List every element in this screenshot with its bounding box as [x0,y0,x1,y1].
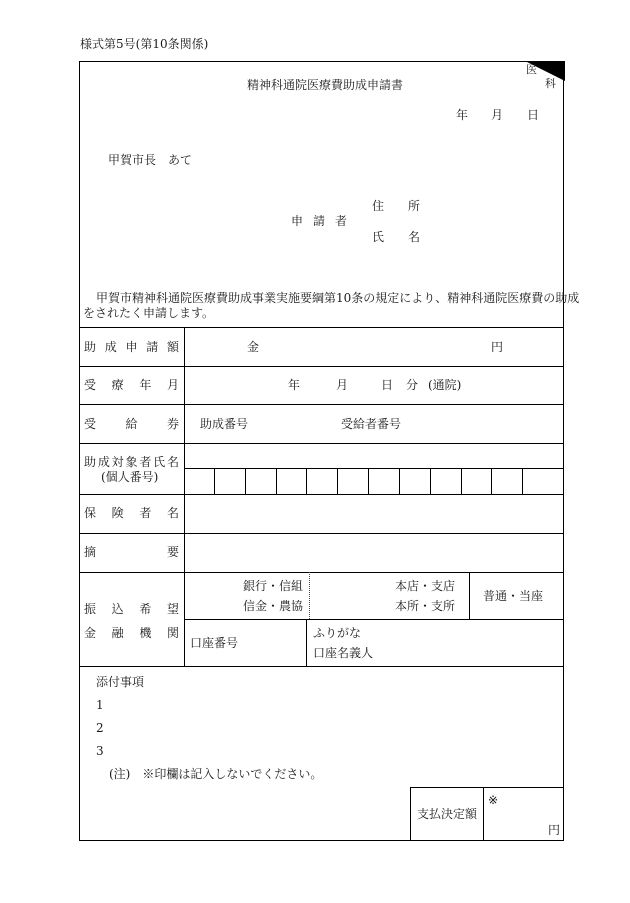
rule [184,619,564,620]
number-box-divider [430,468,431,494]
rule [79,533,564,534]
number-box-divider [306,468,307,494]
amount-prefix: 金 [247,340,260,354]
rule [79,404,564,405]
payment-box-left [410,787,411,841]
bank-label-line-2: 金 融 機 関 [84,626,179,640]
rule [79,666,564,667]
date-year-label[interactable]: 年 [456,108,469,122]
account-type: 普通・当座 [483,589,544,603]
bank-dotted-divider [309,572,310,619]
branch-type-line-1: 本店・支店 [395,579,456,593]
treatment-label: 受 療 年 月 [84,378,179,392]
date-month-label[interactable]: 月 [491,108,504,122]
rule [79,366,564,367]
statement-line-1: 甲賀市精神科通院医療費助成事業実施要綱第10条の規定により、精神科通院医療費の助成 [96,291,580,305]
subject-sublabel: (個人番号) [101,470,159,484]
treatment-day: 日 [381,378,394,392]
number-box-divider [491,468,492,494]
treatment-visit: (通院) [428,378,462,392]
applicant-label: 申 請 者 [291,214,347,228]
number-box-divider [399,468,400,494]
statement-line-2: をされたく申請します。 [83,306,215,320]
account-number-label: 口座番号 [190,636,239,650]
furigana-label: ふりがな [313,626,362,640]
payment-box-divider [483,787,484,841]
payment-unit: 円 [548,823,561,837]
label-column-divider [184,327,185,666]
certificate-label: 受 給 券 [84,417,179,431]
rule [79,327,564,328]
bank-type-line-2: 信金・農協 [243,599,304,613]
branch-type-line-2: 本所・支所 [395,599,456,613]
payment-mark: ※ [488,793,499,807]
applicant-name-label[interactable]: 氏 名 [372,230,420,244]
number-box-divider [245,468,246,494]
bank-type-line-1: 銀行・信組 [243,579,304,593]
footnote: (注) ※印欄は記入しないでください。 [109,767,323,781]
rule [79,494,564,495]
treatment-count: 分 [406,378,419,392]
number-box-divider [337,468,338,494]
rule [184,468,564,469]
attachment-item-2: 2 [96,721,104,735]
treatment-year: 年 [288,378,301,392]
insurer-label: 保 険 者 名 [84,506,179,520]
attachments-heading: 添付事項 [96,675,145,689]
amount-label: 助 成 申 請 額 [84,340,179,354]
number-box-divider [368,468,369,494]
amount-suffix: 円 [491,340,504,354]
stamp-bottom-char: 科 [545,77,556,90]
rule [79,443,564,444]
payment-label: 支払決定額 [417,807,478,821]
bank-divider [306,619,307,666]
date-day-label[interactable]: 日 [527,108,540,122]
bank-label-line-1: 振 込 希 望 [84,602,179,616]
form-title: 精神科通院医療費助成申請書 [247,78,404,92]
stamp-top-char: 医 [526,63,537,76]
subsidy-number-label: 助成番号 [200,417,249,431]
number-box-divider [276,468,277,494]
attachment-item-1: 1 [96,698,104,712]
form-number: 様式第5号(第10条関係) [80,37,209,51]
number-box-divider [461,468,462,494]
applicant-address-label[interactable]: 住 所 [372,199,420,213]
number-box-divider [522,468,523,494]
attachment-item-3: 3 [96,744,104,758]
recipient-number-label: 受給者番号 [341,417,402,431]
note-label: 摘 要 [84,545,179,559]
addressee: 甲賀市長 あて [108,153,193,167]
number-box-divider [214,468,215,494]
subject-label: 助 成 対 象 者 氏 名 [84,455,179,469]
bank-divider [469,572,470,619]
payment-box-top [410,787,564,788]
application-form [79,61,564,841]
rule [79,572,564,573]
treatment-month: 月 [336,378,349,392]
account-holder-label: 口座名義人 [313,646,374,660]
